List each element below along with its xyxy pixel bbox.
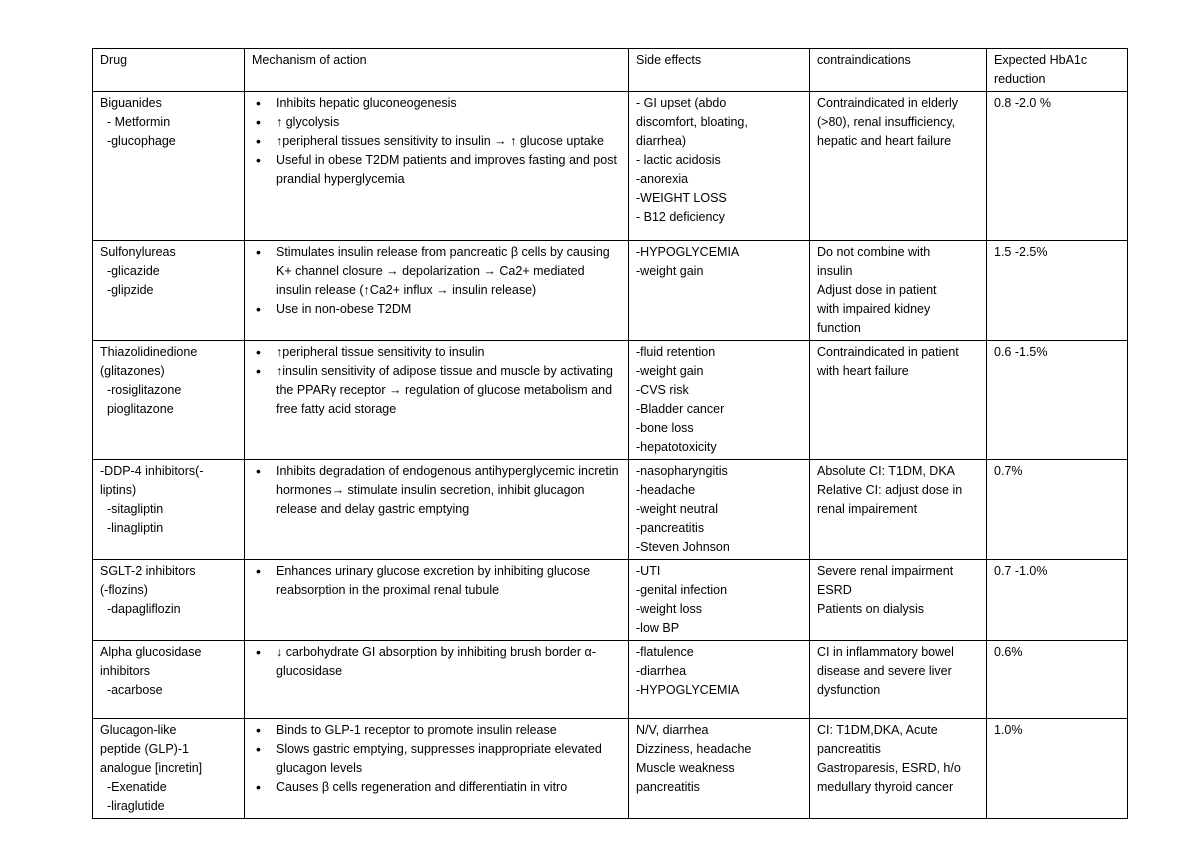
drug-cell-line: Thiazolidinedione [100, 345, 198, 359]
drug-cell-line: peptide (GLP)-1 [100, 742, 189, 756]
contraindications-cell [810, 560, 987, 641]
hba1c-cell: 0.6% [987, 641, 1128, 719]
header-contraindications: contraindications [810, 49, 987, 92]
side-effects-cell-line: Dizziness, headache [636, 742, 752, 756]
side-effects-cell-line: -hepatotoxicity [636, 440, 717, 454]
contraindications-cell [810, 92, 987, 241]
side-effects-cell-line: -CVS risk [636, 383, 689, 397]
mechanism-bullet: • Inhibits hepatic gluconeogenesis [276, 94, 622, 113]
contraindications-cell [810, 641, 987, 719]
header-hba1c: Expected HbA1c reduction [987, 49, 1128, 92]
drug-cell [93, 641, 245, 719]
drug-cell-line: (glitazones) [100, 364, 165, 378]
drug-cell-line: (-flozins) [100, 583, 148, 597]
contraindications-cell [810, 241, 987, 341]
side-effects-cell-line: -genital infection [636, 583, 728, 597]
table-row [93, 719, 1128, 819]
table-row [93, 460, 1128, 560]
side-effects-cell-line: discomfort, bloating, [636, 115, 748, 129]
drug-cell-line: Glucagon-like [100, 723, 177, 737]
side-effects-cell-line: -weight neutral [636, 502, 718, 516]
drug-cell-line: pioglitazone [100, 402, 174, 416]
drug-cell-line: -rosiglitazone [100, 383, 182, 397]
side-effects-cell-line: - GI upset (abdo [636, 96, 727, 110]
side-effects-cell-line: -nasopharyngitis [636, 464, 728, 478]
side-effects-cell [629, 92, 810, 241]
header-mechanism: Mechanism of action [245, 49, 629, 92]
drug-cell-line: -DDP-4 inhibitors(- [100, 464, 204, 478]
mechanism-bullet: • ↑ glycolysis [276, 113, 622, 132]
side-effects-cell-line: -weight loss [636, 602, 702, 616]
mechanism-bullet: • ↑peripheral tissue sensitivity to insulin [276, 343, 622, 362]
mechanism-cell [245, 719, 629, 819]
side-effects-cell-line: -UTI [636, 564, 661, 578]
side-effects-cell-line: -diarrhea [636, 664, 687, 678]
contraindications-cell-line: medullary thyroid cancer [817, 780, 954, 794]
contraindications-cell-line: with heart failure [817, 364, 909, 378]
drug-cell-line: -Exenatide [100, 780, 167, 794]
mechanism-cell [245, 641, 629, 719]
mechanism-list [252, 721, 622, 797]
side-effects-cell-line: -low BP [636, 621, 680, 635]
side-effects-cell [629, 560, 810, 641]
contraindications-cell [810, 460, 987, 560]
table-row [93, 341, 1128, 460]
mechanism-list [252, 94, 622, 189]
mechanism-list [252, 643, 622, 681]
side-effects-cell-line: -Bladder cancer [636, 402, 725, 416]
hba1c-cell: 0.8 -2.0 % [987, 92, 1128, 241]
drug-cell-line: -dapagliflozin [100, 602, 181, 616]
drug-cell [93, 560, 245, 641]
drug-cell-line: -glucophage [100, 134, 176, 148]
mechanism-list [252, 343, 622, 419]
side-effects-cell-line: -HYPOGLYCEMIA [636, 245, 740, 259]
contraindications-cell-line: (>80), renal insufficiency, [817, 115, 956, 129]
drug-cell-line: -acarbose [100, 683, 163, 697]
contraindications-cell-line: Gastroparesis, ESRD, h/o [817, 761, 961, 775]
side-effects-cell-line: -weight gain [636, 264, 704, 278]
mechanism-bullet: • Inhibits degradation of endogenous antihyperglycemic incretin hormones→ stimulate insulin secretion, inhibit glucagon release and delay gastric emptying [276, 462, 622, 519]
drug-cell [93, 460, 245, 560]
drug-cell-line: -liraglutide [100, 799, 165, 813]
mechanism-bullet: • ↓ carbohydrate GI absorption by inhibiting brush border α-glucosidase [276, 643, 622, 681]
side-effects-cell-line: pancreatitis [636, 780, 700, 794]
contraindications-cell-line: Contraindicated in patient [817, 345, 959, 359]
side-effects-cell-line: -HYPOGLYCEMIA [636, 683, 740, 697]
side-effects-cell-line: -pancreatitis [636, 521, 705, 535]
mechanism-bullet: • Enhances urinary glucose excretion by inhibiting glucose reabsorption in the proximal renal tubule [276, 562, 622, 600]
contraindications-cell-line: dysfunction [817, 683, 881, 697]
contraindications-cell-line: Patients on dialysis [817, 602, 925, 616]
header-drug: Drug [93, 49, 245, 92]
contraindications-cell [810, 341, 987, 460]
drug-cell-line: -glipzide [100, 283, 154, 297]
side-effects-cell [629, 719, 810, 819]
mechanism-list [252, 462, 622, 519]
contraindications-cell-line: Absolute CI: T1DM, DKA [817, 464, 956, 478]
side-effects-cell-line: - lactic acidosis [636, 153, 721, 167]
drug-cell [93, 341, 245, 460]
side-effects-cell-line: -flatulence [636, 645, 694, 659]
contraindications-cell-line: pancreatitis [817, 742, 881, 756]
header-side-effects: Side effects [629, 49, 810, 92]
mechanism-cell [245, 241, 629, 341]
mechanism-bullet: • Useful in obese T2DM patients and improves fasting and post prandial hyperglycemia [276, 151, 622, 189]
drug-cell-line: Sulfonylureas [100, 245, 176, 259]
side-effects-cell-line: -WEIGHT LOSS [636, 191, 727, 205]
drug-cell-line: liptins) [100, 483, 137, 497]
drug-cell [93, 719, 245, 819]
contraindications-cell-line: with impaired kidney [817, 302, 931, 316]
drug-cell [93, 92, 245, 241]
hba1c-cell: 0.6 -1.5% [987, 341, 1128, 460]
drug-cell [93, 241, 245, 341]
contraindications-cell-line: disease and severe liver [817, 664, 952, 678]
side-effects-cell-line: -anorexia [636, 172, 689, 186]
side-effects-cell-line: Muscle weakness [636, 761, 735, 775]
contraindications-cell-line: insulin [817, 264, 853, 278]
table-header-row [93, 49, 1128, 92]
drug-cell-line: Biguanides [100, 96, 162, 110]
mechanism-cell [245, 341, 629, 460]
drug-cell-line: -sitagliptin [100, 502, 164, 516]
mechanism-cell [245, 560, 629, 641]
contraindications-cell-line: renal impairement [817, 502, 918, 516]
hba1c-cell: 1.0% [987, 719, 1128, 819]
contraindications-cell-line: Adjust dose in patient [817, 283, 937, 297]
contraindications-cell-line: Contraindicated in elderly [817, 96, 959, 110]
hba1c-cell: 1.5 -2.5% [987, 241, 1128, 341]
table-row [93, 641, 1128, 719]
mechanism-bullet: • Binds to GLP-1 receptor to promote insulin release [276, 721, 622, 740]
contraindications-cell-line: function [817, 321, 861, 335]
contraindications-cell-line: hepatic and heart failure [817, 134, 952, 148]
side-effects-cell-line: -fluid retention [636, 345, 716, 359]
side-effects-cell-line: -bone loss [636, 421, 694, 435]
side-effects-cell-line: diarrhea) [636, 134, 687, 148]
drug-cell-line: Alpha glucosidase [100, 645, 202, 659]
side-effects-cell [629, 241, 810, 341]
drug-cell-line: SGLT-2 inhibitors [100, 564, 196, 578]
mechanism-list [252, 243, 622, 319]
table-body [93, 92, 1128, 819]
side-effects-cell [629, 641, 810, 719]
drug-cell-line: analogue [incretin] [100, 761, 203, 775]
mechanism-bullet: • Causes β cells regeneration and differentiatin in vitro [276, 778, 622, 797]
mechanism-bullet: • Use in non-obese T2DM [276, 300, 622, 319]
table-row [93, 560, 1128, 641]
side-effects-cell-line: -Steven Johnson [636, 540, 730, 554]
side-effects-cell-line: - B12 deficiency [636, 210, 725, 224]
drug-cell-line: -linagliptin [100, 521, 164, 535]
contraindications-cell-line: Do not combine with [817, 245, 931, 259]
side-effects-cell [629, 460, 810, 560]
mechanism-bullet: • Stimulates insulin release from pancreatic β cells by causing K+ channel closure → depolarization → Ca2+ mediated insulin release (↑Ca2+ influx → insulin release) [276, 243, 622, 300]
table-row [93, 241, 1128, 341]
mechanism-cell [245, 92, 629, 241]
contraindications-cell-line: CI: T1DM,DKA, Acute [817, 723, 938, 737]
hba1c-cell: 0.7 -1.0% [987, 560, 1128, 641]
side-effects-cell-line: -weight gain [636, 364, 704, 378]
contraindications-cell-line: Severe renal impairment [817, 564, 954, 578]
side-effects-cell-line: N/V, diarrhea [636, 723, 709, 737]
diabetes-drug-table [92, 48, 1128, 819]
drug-cell-line: inhibitors [100, 664, 151, 678]
contraindications-cell-line: ESRD [817, 583, 852, 597]
hba1c-cell: 0.7% [987, 460, 1128, 560]
mechanism-bullet: • ↑insulin sensitivity of adipose tissue and muscle by activating the PPARγ receptor → regulation of glucose metabolism and free fatty acid storage [276, 362, 622, 419]
drug-cell-line: - Metformin [100, 115, 171, 129]
table-row [93, 92, 1128, 241]
mechanism-list [252, 562, 622, 600]
contraindications-cell-line: CI in inflammatory bowel [817, 645, 954, 659]
contraindications-cell-line: Relative CI: adjust dose in [817, 483, 963, 497]
mechanism-bullet: • Slows gastric emptying, suppresses inappropriate elevated glucagon levels [276, 740, 622, 778]
side-effects-cell [629, 341, 810, 460]
mechanism-bullet: • ↑peripheral tissues sensitivity to insulin → ↑ glucose uptake [276, 132, 622, 151]
side-effects-cell-line: -headache [636, 483, 696, 497]
mechanism-cell [245, 460, 629, 560]
drug-cell-line: -glicazide [100, 264, 160, 278]
contraindications-cell [810, 719, 987, 819]
